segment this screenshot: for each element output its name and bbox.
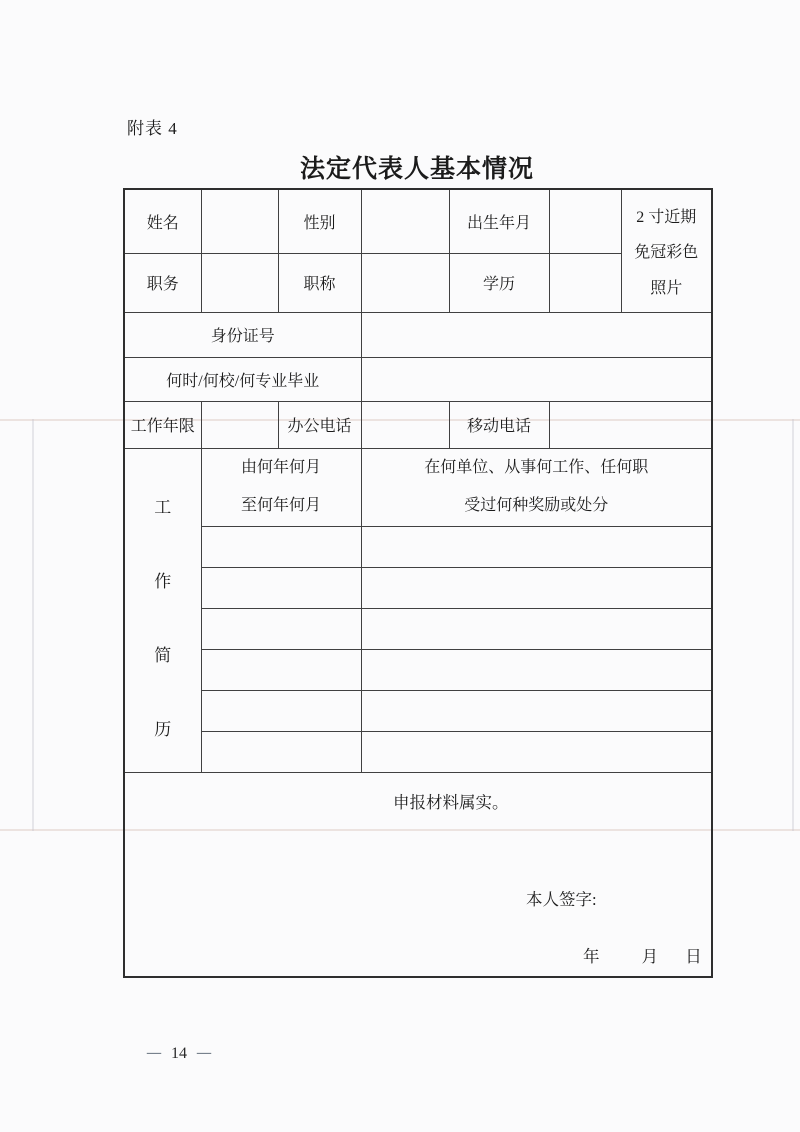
office-phone-label: 办公电话: [278, 401, 361, 448]
work-history-char-2: 作: [154, 571, 172, 591]
position-label: 职务: [124, 253, 201, 312]
form-title: 法定代表人基本情况: [299, 156, 534, 183]
work-history-row-6: [124, 731, 712, 772]
detail-cell: [361, 731, 712, 772]
work-history-char-3: 简: [154, 645, 172, 665]
education-label: 学历: [449, 253, 549, 312]
detail-cell: [361, 690, 712, 731]
detail-cell: [361, 526, 712, 567]
row-name-gender-birth: [124, 189, 712, 253]
work-history-row-3: [124, 608, 712, 649]
declaration-statement: 申报材料属实。: [393, 792, 509, 812]
month-label: 月: [641, 946, 659, 966]
period-header-line-2: 至何年何月: [240, 497, 321, 514]
period-header-line-1: 由何年何月: [240, 459, 321, 476]
name-label: 姓名: [124, 189, 201, 253]
period-cell: [201, 649, 361, 690]
education-value-cell: [549, 253, 621, 312]
day-label: 日: [685, 946, 702, 966]
mobile-phone-value-cell: [549, 401, 712, 448]
row-graduation: [124, 357, 712, 401]
scan-fold-line-left: [32, 419, 34, 831]
row-phones: [124, 401, 712, 448]
year-label: 年: [583, 946, 600, 966]
work-years-label: 工作年限: [124, 401, 201, 448]
signature-label: 本人签字:: [526, 889, 597, 909]
name-value-cell: [201, 189, 278, 253]
position-value-cell: [201, 253, 278, 312]
page-number-right-dash: —: [196, 1043, 212, 1062]
period-cell: [201, 731, 361, 772]
detail-cell: [361, 567, 712, 608]
scan-fold-line-right: [792, 419, 794, 831]
attachment-label: 附表 4: [127, 119, 178, 138]
period-cell: [201, 690, 361, 731]
work-history-row-4: [124, 649, 712, 690]
work-history-vertical-label: [124, 448, 201, 772]
id-number-value-cell: [361, 312, 712, 357]
work-years-value-cell: [201, 401, 278, 448]
work-history-row-2: [124, 567, 712, 608]
declaration-cell: [124, 772, 712, 977]
detail-cell: [361, 608, 712, 649]
page-number-left-dash: —: [146, 1043, 162, 1062]
period-column-header: [201, 448, 361, 526]
photo-box: [621, 189, 712, 312]
photo-box-line-3: 照片: [650, 279, 683, 297]
photo-box-line-2: 免冠彩色: [634, 244, 699, 262]
title-value-cell: [361, 253, 449, 312]
page-number: [137, 1043, 221, 1063]
detail-column-header: [361, 448, 712, 526]
birth-label: 出生年月: [449, 189, 549, 253]
office-phone-value-cell: [361, 401, 449, 448]
page-number-value: 14: [171, 1045, 187, 1062]
detail-header-line-2: 受过何种奖励或处分: [464, 497, 609, 514]
work-history-row-5: [124, 690, 712, 731]
id-number-label: 身份证号: [124, 312, 361, 357]
period-cell: [201, 567, 361, 608]
date-line: [583, 943, 702, 967]
detail-cell: [361, 649, 712, 690]
photo-box-line-1: 2 寸近期: [636, 209, 697, 226]
gender-label: 性别: [278, 189, 361, 253]
birth-value-cell: [549, 189, 621, 253]
period-cell: [201, 526, 361, 567]
graduation-value-cell: [361, 357, 712, 401]
period-cell: [201, 608, 361, 649]
row-id-number: [124, 312, 712, 357]
detail-header-line-1: 在何单位、从事何工作、任何职: [424, 459, 649, 476]
work-history-header-row: [124, 448, 712, 526]
title-label: 职称: [278, 253, 361, 312]
work-history-row-1: [124, 526, 712, 567]
mobile-phone-label: 移动电话: [449, 401, 549, 448]
graduation-label: 何时/何校/何专业毕业: [124, 357, 361, 401]
work-history-char-4: 历: [154, 719, 172, 739]
work-history-char-1: 工: [154, 497, 172, 517]
declaration-row: [124, 772, 712, 977]
gender-value-cell: [361, 189, 449, 253]
legal-representative-form: [123, 188, 713, 978]
